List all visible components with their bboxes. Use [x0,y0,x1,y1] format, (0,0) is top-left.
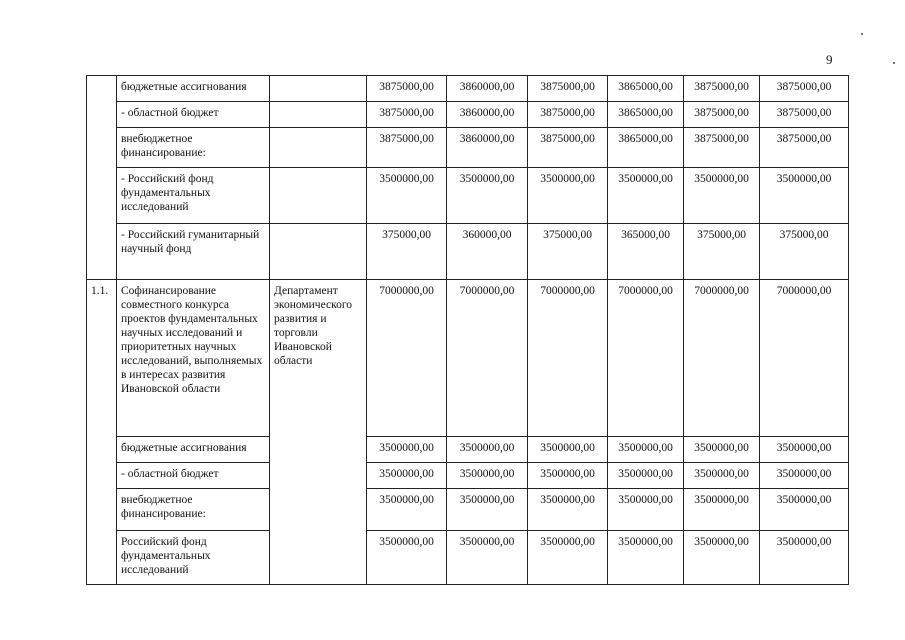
value-cell: 3500000,00 [684,463,760,489]
value-cell: 3500000,00 [760,437,849,463]
row-label: - Российский фонд фундаментальных исследований [117,168,270,224]
executor-cell [270,128,367,168]
row-label: - Российский гуманитарный научный фонд [117,224,270,280]
row-label: внебюджетное финансирование: [117,128,270,168]
value-cell: 375000,00 [760,224,849,280]
table-row [87,531,849,585]
value-cell: 3500000,00 [528,531,608,585]
value-cell: 3860000,00 [447,128,528,168]
value-cell: 3860000,00 [447,102,528,128]
executor-cell [270,224,367,280]
value-cell: 7000000,00 [367,280,447,437]
value-cell: 3860000,00 [447,76,528,102]
executor-cell [270,168,367,224]
value-cell: 3500000,00 [760,489,849,531]
value-cell: 3865000,00 [608,76,684,102]
row-label: внебюджетное финансирование: [117,489,270,531]
row-label: бюджетные ассигнования [117,76,270,102]
budget-table-body [87,76,849,585]
item-executor: Департамент экономического развития и торговли Ивановской области [270,280,367,585]
value-cell: 3500000,00 [684,489,760,531]
value-cell: 3875000,00 [528,128,608,168]
table-row [87,102,849,128]
value-cell: 3500000,00 [528,168,608,224]
table-row [87,489,849,531]
value-cell: 3500000,00 [760,531,849,585]
value-cell: 7000000,00 [447,280,528,437]
value-cell: 3500000,00 [608,463,684,489]
value-cell: 3500000,00 [447,437,528,463]
executor-cell [270,102,367,128]
value-cell: 3500000,00 [684,531,760,585]
value-cell: 3500000,00 [447,531,528,585]
table-row [87,224,849,280]
value-cell: 3500000,00 [367,531,447,585]
value-cell: 3875000,00 [528,102,608,128]
value-cell: 3500000,00 [528,463,608,489]
value-cell: 3865000,00 [608,128,684,168]
scan-speck [861,33,863,35]
table-row [87,437,849,463]
value-cell: 3500000,00 [684,437,760,463]
value-cell: 3875000,00 [367,102,447,128]
row-label: - областной бюджет [117,463,270,489]
value-cell: 3500000,00 [367,168,447,224]
value-cell: 3875000,00 [367,76,447,102]
value-cell: 375000,00 [367,224,447,280]
table-row [87,463,849,489]
executor-cell [270,76,367,102]
budget-table [86,75,849,585]
value-cell: 3500000,00 [528,489,608,531]
value-cell: 3500000,00 [608,489,684,531]
page-number: 9 [826,52,833,67]
value-cell: 3500000,00 [367,437,447,463]
value-cell: 3500000,00 [447,463,528,489]
value-cell: 375000,00 [528,224,608,280]
value-cell: 3500000,00 [528,437,608,463]
value-cell: 3875000,00 [684,102,760,128]
row-label: Российский фонд фундаментальных исследований [117,531,270,585]
value-cell: 3500000,00 [608,531,684,585]
scan-speck [893,62,895,64]
value-cell: 7000000,00 [684,280,760,437]
value-cell: 3875000,00 [760,76,849,102]
value-cell: 3500000,00 [760,463,849,489]
table-row [87,76,849,102]
value-cell: 7000000,00 [760,280,849,437]
value-cell: 3875000,00 [760,128,849,168]
value-cell: 3500000,00 [367,463,447,489]
value-cell: 3500000,00 [684,168,760,224]
value-cell: 360000,00 [447,224,528,280]
value-cell: 3875000,00 [684,76,760,102]
table-row-item [87,280,849,437]
table-row [87,128,849,168]
row-label: - областной бюджет [117,102,270,128]
value-cell: 3865000,00 [608,102,684,128]
item-number: 1.1. [87,280,117,585]
value-cell: 3500000,00 [447,489,528,531]
index-cell [87,76,117,280]
item-title: Софинансирование совместного конкурса проектов фундаментальных научных исследований и приоритетных научных исследований, выполняемых в интересах развития Ивановской области [117,280,270,437]
value-cell: 3500000,00 [608,437,684,463]
value-cell: 7000000,00 [528,280,608,437]
value-cell: 3500000,00 [760,168,849,224]
value-cell: 3875000,00 [760,102,849,128]
value-cell: 375000,00 [684,224,760,280]
value-cell: 3500000,00 [447,168,528,224]
value-cell: 3500000,00 [608,168,684,224]
value-cell: 3875000,00 [528,76,608,102]
value-cell: 3875000,00 [684,128,760,168]
value-cell: 365000,00 [608,224,684,280]
table-row [87,168,849,224]
value-cell: 3500000,00 [367,489,447,531]
row-label: бюджетные ассигнования [117,437,270,463]
value-cell: 7000000,00 [608,280,684,437]
value-cell: 3875000,00 [367,128,447,168]
